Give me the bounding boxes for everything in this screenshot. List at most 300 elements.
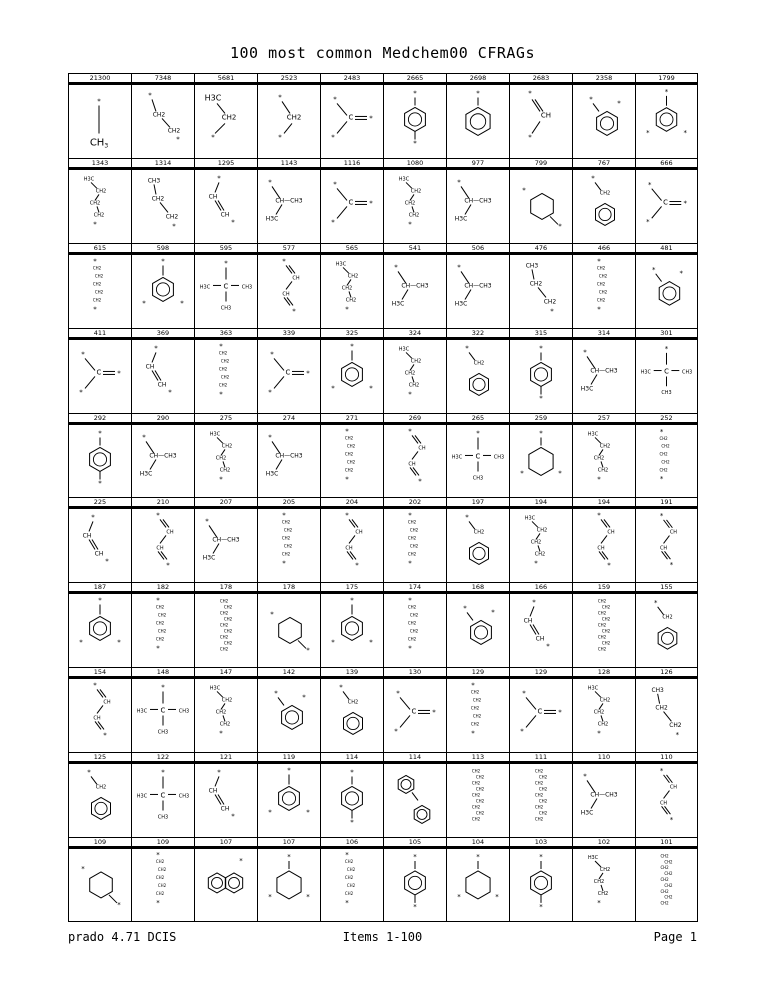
svg-text:CH2: CH2 [470,689,480,695]
svg-text:CH2: CH2 [347,273,359,280]
fragment-count: 178 [195,583,257,594]
svg-text:CH: CH [156,545,164,552]
svg-text:CH2: CH2 [155,874,165,880]
svg-text:CH2: CH2 [596,265,606,271]
svg-text:CH2: CH2 [599,443,611,450]
svg-text:*: * [156,511,160,520]
svg-text:H3C: H3C [199,284,211,291]
svg-text:CH2: CH2 [346,443,356,449]
fragment-cell [320,328,383,413]
fragment-count: 1143 [258,159,320,170]
fragment-structure [195,594,257,667]
svg-text:CH3: CH3 [157,729,169,736]
svg-text:CH2: CH2 [471,792,481,798]
svg-text:CH3: CH3 [178,708,190,715]
svg-text:*: * [495,892,499,901]
fragment-structure [573,764,635,837]
svg-text:*: * [93,305,97,314]
fragment-structure [132,340,194,413]
svg-text:CH2: CH2 [347,699,359,706]
svg-text:CH2: CH2 [407,620,417,626]
svg-text:*: * [350,768,354,777]
svg-text:*: * [268,388,272,397]
fragment-structure [132,85,194,158]
svg-text:CH2: CH2 [407,604,417,610]
fragment-structure [195,509,257,582]
svg-text:*: * [528,89,532,98]
svg-text:CH2: CH2 [219,598,229,604]
fragment-count: 324 [384,329,446,340]
fragment-count: 109 [69,838,131,849]
fragment-structure [447,509,509,582]
svg-text:*: * [345,851,349,860]
svg-text:*: * [522,689,526,698]
svg-text:*: * [558,222,562,231]
svg-text:CH: CH [659,800,668,807]
svg-text:*: * [278,93,282,102]
svg-text:*: * [142,299,146,308]
svg-text:CH2: CH2 [221,113,237,122]
svg-text:CH: CH [669,530,677,537]
fragment-count: 363 [195,329,257,340]
svg-text:CH3: CH3 [220,305,232,312]
fragment-cell [68,667,131,752]
fragment-structure [321,170,383,243]
svg-text:*: * [539,853,543,862]
fragment-structure [195,764,257,837]
fragment-structure [510,849,572,921]
fragment-cell [257,158,320,243]
svg-text:*: * [408,511,412,520]
fragment-structure [384,594,446,667]
fragment-grid [68,73,698,922]
fragment-count: 102 [573,838,635,849]
fragment-count: 271 [321,414,383,425]
svg-text:*: * [418,477,422,486]
fragment-structure [510,85,572,158]
svg-text:*: * [597,305,601,314]
svg-text:*: * [172,222,176,231]
svg-text:CH2: CH2 [538,798,548,804]
svg-text:*: * [270,610,274,619]
fragment-structure [573,509,635,582]
fragment-count: 1799 [636,74,697,85]
fragment-structure [321,849,383,921]
svg-text:H3C: H3C [640,369,651,376]
svg-text:*: * [211,133,215,142]
svg-text:H3C: H3C [454,300,468,308]
svg-text:*: * [156,898,160,907]
fragment-count: 104 [447,838,509,849]
svg-text:CH3: CH3 [178,793,190,800]
fragment-structure [447,340,509,413]
fragment-structure [636,255,697,328]
fragment-structure [447,594,509,667]
svg-text:*: * [302,693,306,702]
fragment-structure [573,594,635,667]
svg-text:CH2: CH2 [473,529,485,536]
svg-text:CH2: CH2 [471,816,481,822]
fragment-structure [69,679,131,752]
fragment-cell [257,497,320,582]
svg-text:*: * [476,429,480,438]
svg-text:*: * [93,681,97,690]
svg-text:C: C [160,706,166,715]
fragment-count: 194 [573,498,635,509]
svg-text:*: * [282,559,286,568]
svg-text:CH2: CH2 [534,792,544,798]
svg-text:CH: CH [282,291,290,298]
svg-text:CH3: CH3 [661,389,672,396]
fragment-structure [258,849,320,921]
fragment-count: 114 [384,753,446,764]
fragment-cell [320,752,383,837]
svg-text:CH2: CH2 [223,628,233,634]
fragment-cell [383,158,446,243]
svg-text:CH3: CH3 [472,475,484,482]
svg-text:CH2: CH2 [534,551,546,558]
svg-text:*: * [156,851,160,860]
fragment-cell [572,413,635,498]
svg-text:CH2: CH2 [281,551,291,557]
svg-text:*: * [306,369,310,378]
svg-text:C: C [411,707,417,716]
fragment-cell [446,497,509,582]
fragment-structure [69,849,131,921]
svg-text:*: * [651,265,656,274]
fragment-structure [510,764,572,837]
fragment-count: 369 [132,329,194,340]
fragment-cell [635,73,698,158]
fragment-count: 205 [258,498,320,509]
svg-text:CH2: CH2 [596,281,606,287]
fragment-count: 2698 [447,74,509,85]
svg-text:CH2: CH2 [157,612,167,618]
fragment-cell [194,752,257,837]
svg-text:*: * [648,180,652,189]
svg-text:*: * [98,596,102,605]
svg-text:CH2: CH2 [221,443,233,450]
fragment-structure [258,255,320,328]
fragment-structure [321,509,383,582]
fragment-count: 252 [636,414,697,425]
fragment-structure [321,679,383,752]
svg-text:CH: CH [408,461,416,468]
fragment-count: 615 [69,244,131,255]
fragment-structure [636,509,697,582]
svg-text:*: * [278,133,282,142]
svg-text:*: * [176,135,180,144]
fragment-count: 767 [573,159,635,170]
fragment-structure [132,849,194,921]
fragment-count: 292 [69,414,131,425]
fragment-structure [321,340,383,413]
fragment-structure [384,764,446,837]
svg-text:CH2: CH2 [597,721,609,728]
svg-text:CH2: CH2 [597,622,607,628]
svg-text:CH2: CH2 [471,768,481,774]
svg-text:*: * [350,596,354,605]
svg-text:CH2: CH2 [538,774,548,780]
fragment-count: 322 [447,329,509,340]
svg-text:CH2: CH2 [157,882,167,888]
svg-text:CH3: CH3 [147,177,161,185]
svg-text:H3C: H3C [83,176,95,183]
fragment-structure [447,85,509,158]
svg-text:*: * [268,433,272,442]
fragment-count: 187 [69,583,131,594]
fragment-cell [131,667,194,752]
svg-text:CH2: CH2 [470,705,480,711]
fragment-cell [194,667,257,752]
fragment-count: 7348 [132,74,194,85]
svg-text:H3C: H3C [580,809,594,817]
fragment-structure [573,170,635,243]
fragment-structure [69,85,131,158]
fragment-cell [131,73,194,158]
svg-text:*: * [217,174,221,183]
svg-text:CH2: CH2 [471,780,481,786]
svg-text:*: * [345,511,349,520]
fragment-structure [510,509,572,582]
fragment-structure [195,679,257,752]
fragment-structure [636,849,697,921]
fragment-structure [132,509,194,582]
fragment-count: 598 [132,244,194,255]
fragment-cell [446,328,509,413]
fragment-cell [446,73,509,158]
fragment-count: 2523 [258,74,320,85]
fragment-count: 129 [510,668,572,679]
svg-text:CH2: CH2 [410,358,422,365]
svg-text:CH2: CH2 [344,874,354,880]
svg-text:H3C: H3C [265,215,279,223]
fragment-cell [68,73,131,158]
fragment-structure [132,679,194,752]
svg-text:CH2: CH2 [662,614,673,621]
svg-text:CH2: CH2 [473,360,485,367]
footer-items: Items 1-100 [342,930,423,944]
svg-text:CH3: CH3 [525,262,539,270]
svg-text:CH2: CH2 [601,616,611,622]
fragment-count: 174 [384,583,446,594]
svg-text:CH2: CH2 [281,519,291,525]
svg-text:CH: CH [418,445,426,452]
svg-text:*: * [683,129,687,138]
svg-text:CH2: CH2 [660,877,669,883]
fragment-count: 178 [258,583,320,594]
svg-text:*: * [270,350,274,359]
fragment-count: 1080 [384,159,446,170]
svg-text:*: * [219,729,223,738]
fragment-cell [131,752,194,837]
fragment-count: 204 [321,498,383,509]
svg-text:CH2: CH2 [152,111,166,119]
svg-text:*: * [558,469,562,478]
svg-text:CH2: CH2 [220,358,230,364]
svg-text:*: * [413,853,417,862]
fragment-count: 577 [258,244,320,255]
svg-text:CH2: CH2 [597,467,609,474]
svg-text:*: * [413,139,417,148]
svg-text:*: * [669,561,674,570]
fragment-count: 142 [258,668,320,679]
svg-text:*: * [669,816,674,825]
fragment-structure [636,764,697,837]
svg-text:CH—CH3: CH—CH3 [401,282,429,290]
svg-text:CH2: CH2 [408,382,420,389]
fragment-count: 259 [510,414,572,425]
fragment-count: 106 [321,838,383,849]
svg-text:*: * [597,257,601,266]
svg-text:CH2: CH2 [599,190,611,197]
fragment-cell [68,328,131,413]
fragment-structure [195,85,257,158]
svg-text:H3C: H3C [204,93,222,103]
svg-text:*: * [532,598,536,607]
svg-text:*: * [268,808,272,817]
svg-text:CH2: CH2 [223,616,233,622]
fragment-count: 1116 [321,159,383,170]
svg-text:CH2: CH2 [155,604,165,610]
svg-text:*: * [142,433,146,442]
svg-text:CH3: CH3 [157,814,169,821]
svg-text:CH2: CH2 [94,289,104,295]
svg-text:CH2: CH2 [157,628,167,634]
fragment-structure [384,679,446,752]
fragment-count: 197 [447,498,509,509]
fragment-cell [572,752,635,837]
svg-text:CH2: CH2 [155,858,165,864]
fragment-cell [194,582,257,667]
fragment-cell [194,243,257,328]
fragment-structure [573,849,635,921]
svg-text:*: * [607,561,611,570]
svg-text:CH2: CH2 [409,628,419,634]
svg-text:*: * [331,384,335,393]
fragment-count: 139 [321,668,383,679]
svg-text:*: * [491,608,495,617]
svg-text:C: C [160,791,166,800]
fragment-count: 265 [447,414,509,425]
fragment-count: 122 [132,753,194,764]
fragment-count: 225 [69,498,131,509]
svg-text:*: * [522,186,526,195]
fragment-cell [635,752,698,837]
svg-text:CH: CH [597,545,605,552]
svg-text:*: * [79,388,83,397]
svg-text:CH2: CH2 [664,882,673,888]
svg-text:*: * [239,856,243,865]
fragment-cell [383,413,446,498]
svg-text:CH2: CH2 [475,798,485,804]
svg-text:CH: CH [208,193,218,201]
svg-text:*: * [591,174,595,183]
svg-text:*: * [659,767,664,776]
fragment-count: 147 [195,668,257,679]
fragment-cell [320,243,383,328]
fragment-count: 126 [636,668,697,679]
fragment-structure [321,255,383,328]
fragment-structure [573,340,635,413]
fragment-count: 315 [510,329,572,340]
svg-text:*: * [413,89,417,98]
svg-text:CH2: CH2 [218,366,228,372]
fragment-count: 194 [510,498,572,509]
svg-text:CH2: CH2 [409,543,419,549]
svg-text:CH2: CH2 [219,622,229,628]
svg-text:*: * [659,474,664,483]
svg-text:CH: CH [208,787,218,795]
fragment-structure [132,170,194,243]
fragment-count: 129 [447,668,509,679]
svg-text:H3C: H3C [209,685,221,692]
svg-text:*: * [355,561,359,570]
fragment-cell [68,752,131,837]
fragment-count: 210 [132,498,194,509]
fragment-structure [321,425,383,498]
fragment-structure [447,170,509,243]
fragment-count: 476 [510,244,572,255]
fragment-cell [572,243,635,328]
fragment-count: 506 [447,244,509,255]
svg-text:*: * [98,479,102,488]
fragment-structure [447,425,509,498]
fragment-cell [572,497,635,582]
fragment-cell [446,837,509,922]
svg-text:*: * [457,263,461,272]
svg-text:*: * [394,263,398,272]
svg-text:CH2: CH2 [534,780,544,786]
fragment-count: 103 [510,838,572,849]
svg-text:CH2: CH2 [669,723,682,730]
svg-text:CH2: CH2 [92,281,102,287]
svg-text:CH2: CH2 [404,370,416,377]
svg-text:*: * [471,681,475,690]
svg-text:*: * [413,902,417,911]
svg-text:*: * [539,344,543,353]
svg-text:CH2: CH2 [167,127,181,135]
svg-text:CH2: CH2 [598,273,608,279]
fragment-count: 1295 [195,159,257,170]
fragment-structure [384,340,446,413]
svg-text:*: * [583,348,587,357]
svg-text:*: * [97,97,101,106]
fragment-cell [257,752,320,837]
fragment-structure [69,509,131,582]
svg-text:CH2: CH2 [219,467,231,474]
svg-text:C: C [537,707,543,716]
svg-text:H3C: H3C [139,470,153,478]
fragment-structure [258,679,320,752]
svg-text:*: * [683,199,687,208]
svg-text:*: * [161,768,165,777]
svg-text:CH2: CH2 [660,888,669,894]
fragment-count: 325 [321,329,383,340]
svg-text:*: * [675,731,680,740]
svg-text:*: * [306,892,310,901]
svg-text:*: * [105,557,109,566]
fragment-count: 565 [321,244,383,255]
svg-text:*: * [103,731,107,740]
fragment-cell [635,413,698,498]
svg-text:*: * [369,384,373,393]
svg-text:CH2: CH2 [597,598,607,604]
svg-text:CH: CH [157,381,167,389]
svg-text:*: * [520,727,524,736]
svg-text:C: C [664,367,669,376]
svg-text:*: * [231,218,235,227]
